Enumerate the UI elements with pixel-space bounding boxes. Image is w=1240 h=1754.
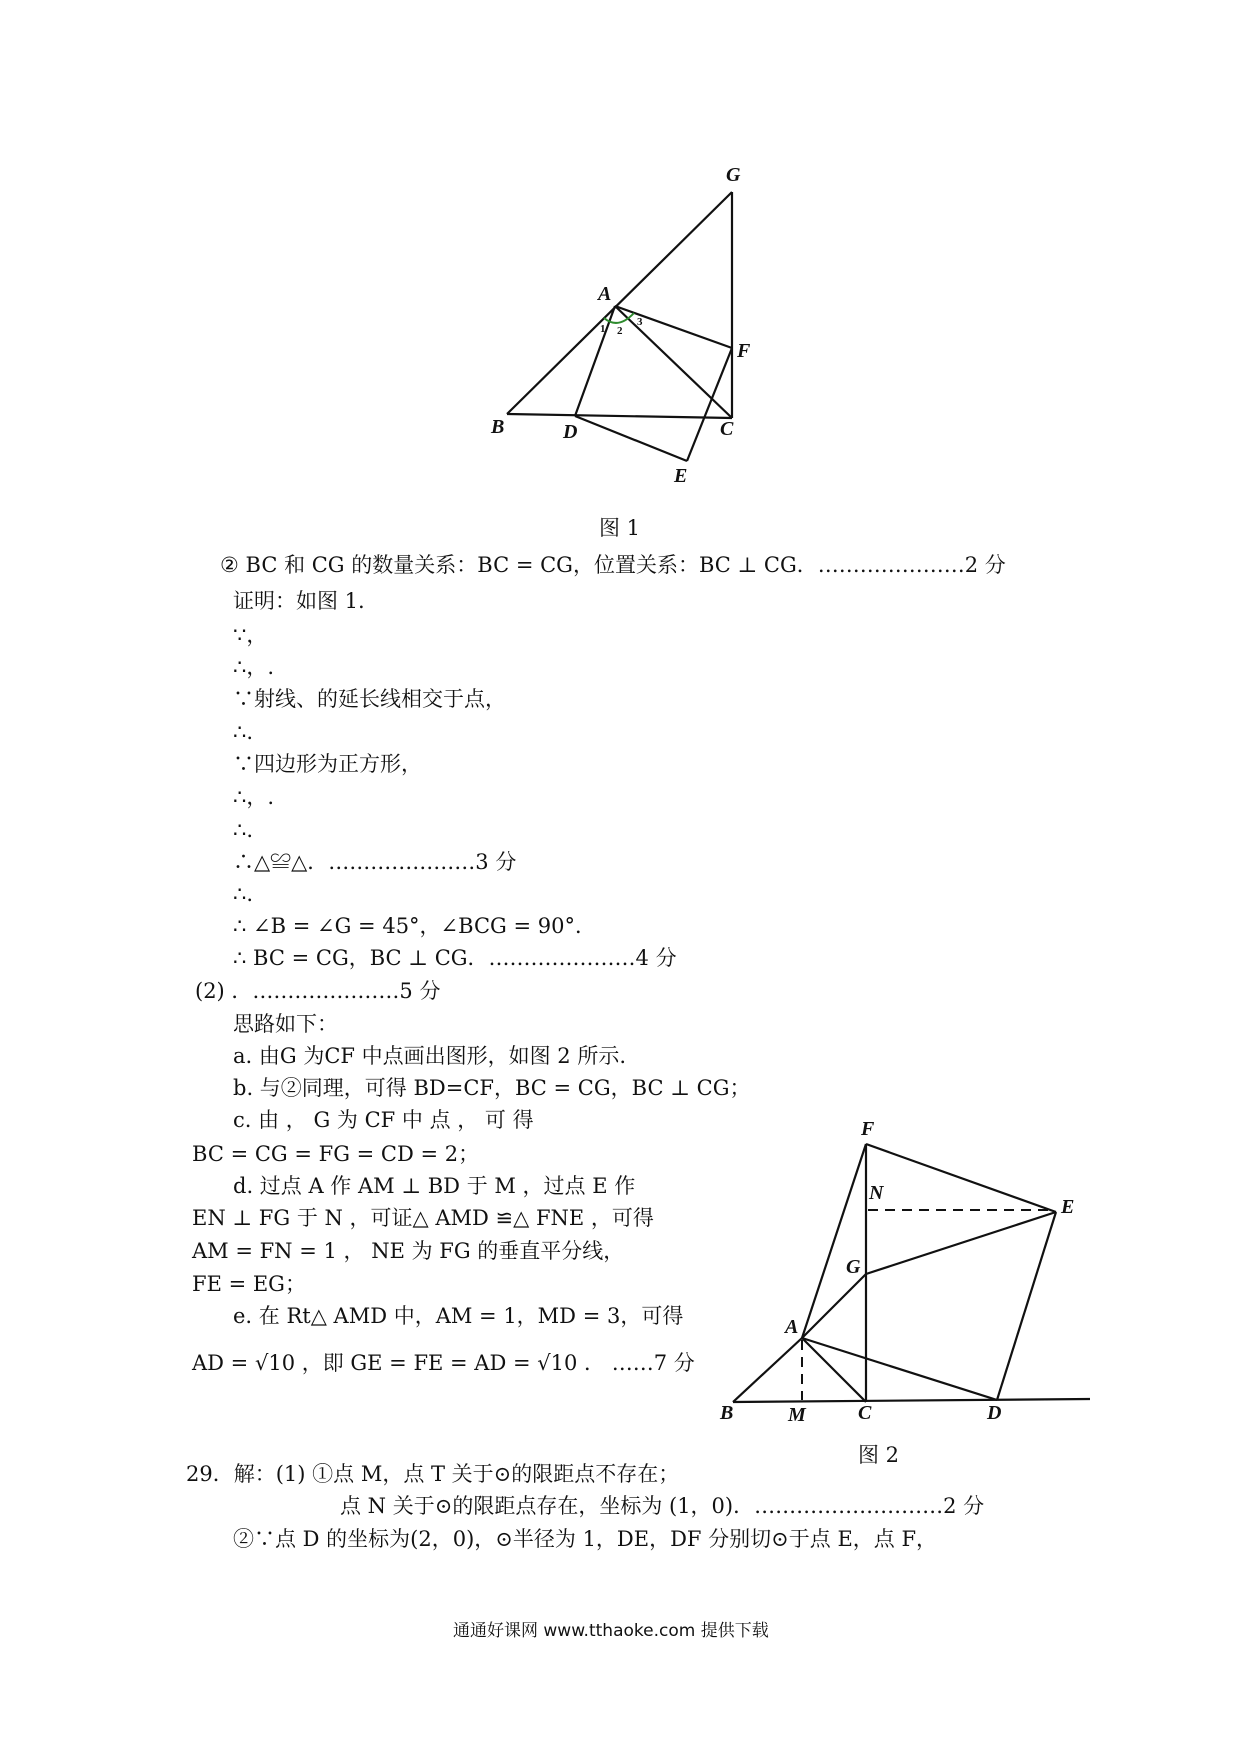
fig1-angle-mark-3: 3	[637, 316, 643, 328]
page-footer: 通通好课网 www.tthaoke.com 提供下载	[453, 1621, 769, 1641]
text-line-1: ② BC 和 CG 的数量关系：BC = CG，位置关系：BC ⊥ CG．…………………2 分	[220, 553, 1006, 577]
text-line-7: ∵四边形为正方形，	[233, 752, 422, 776]
text-line-12: ∴ ∠B = ∠G = 45°，∠BCG = 90°．	[233, 914, 596, 938]
fig2-baseline	[733, 1399, 1090, 1402]
fig1-label-A: A	[598, 283, 612, 305]
fig1-segment-BG	[507, 192, 732, 414]
text-line-5: ∵射线、的延长线相交于点，	[233, 687, 506, 711]
fig2-segment-AD	[802, 1338, 997, 1400]
fig2-label-F: F	[861, 1118, 875, 1140]
text-line-21: EN ⊥ FG 于 N ，可证△ AMD ≌△ FNE ，可得	[192, 1206, 654, 1230]
text-line-11: ∴.	[233, 882, 254, 906]
text-line-10: ∴△≌△．…………………3 分	[233, 850, 517, 874]
text-line-14: (2) ．…………………5 分	[195, 979, 441, 1003]
text-line-16: a. 由G 为CF 中点画出图形，如图 2 所示.	[233, 1044, 627, 1068]
text-line-15: 思路如下：	[233, 1012, 338, 1036]
fig2-caption: 图 2	[858, 1443, 900, 1467]
text-line-17: b. 与②同理，可得 BD=CF，BC = CG，BC ⊥ CG；	[233, 1076, 751, 1100]
text-line-23: FE = EG；	[192, 1272, 306, 1296]
fig2-segment-GE	[866, 1212, 1056, 1274]
fig2-segment-FE	[866, 1144, 1056, 1212]
fig2-label-B: B	[720, 1402, 734, 1424]
fig1-angle-mark-1: 1	[600, 323, 606, 335]
text-line-8: ∴，.	[233, 785, 275, 809]
text-line-4: ∴，.	[233, 655, 275, 679]
text-line-22: AM = FN = 1 ， NE 为 FG 的垂直平分线，	[192, 1239, 625, 1263]
fig2-label-G: G	[846, 1256, 861, 1278]
fig1-angle-mark-2: 2	[617, 325, 623, 337]
text-line-2: 证明：如图 1.	[233, 589, 365, 613]
figure-2	[700, 1110, 1100, 1440]
fig2-label-C: C	[858, 1402, 872, 1424]
fig1-segment-BC	[507, 414, 732, 418]
fig2-segment-AB	[733, 1338, 802, 1402]
text-line-26: 29．解：(1) ①点 M，点 T 关于⊙的限距点不存在；	[186, 1462, 680, 1486]
text-line-20: d. 过点 A 作 AM ⊥ BD 于 M ，过点 E 作	[233, 1174, 636, 1198]
fig2-label-N: N	[869, 1182, 884, 1204]
text-line-13: ∴ BC = CG，BC ⊥ CG．…………………4 分	[233, 946, 677, 970]
text-line-3: ∵，	[233, 623, 268, 647]
fig2-label-A: A	[785, 1316, 799, 1338]
fig1-label-B: B	[491, 416, 505, 438]
text-line-9: ∴.	[233, 818, 254, 842]
text-line-6: ∴.	[233, 720, 254, 744]
fig1-label-F: F	[737, 340, 751, 362]
fig2-segment-ED	[997, 1212, 1056, 1400]
fig1-caption: 图 1	[599, 516, 641, 540]
figure-1	[0, 0, 1240, 520]
fig1-segment-DE	[575, 416, 687, 461]
text-line-19: BC = CG = FG = CD = 2；	[192, 1142, 480, 1166]
fig2-segment-FA	[802, 1144, 866, 1338]
fig1-segment-EF	[687, 348, 732, 461]
text-line-24: e. 在 Rt△ AMD 中，AM = 1，MD = 3，可得	[233, 1304, 684, 1328]
fig1-label-G: G	[726, 164, 741, 186]
fig1-segment-AD	[575, 306, 615, 416]
fig1-segment-AC	[615, 306, 732, 418]
fig1-label-C: C	[720, 418, 734, 440]
fig2-label-D: D	[987, 1402, 1002, 1424]
fig1-label-E: E	[674, 465, 688, 487]
text-line-27: 点 N 关于⊙的限距点存在，坐标为 (1，0)．………………………2 分	[340, 1494, 985, 1518]
text-line-25: AD = √10 ，即 GE = FE = AD = √10 ． ……7 分	[192, 1351, 695, 1375]
fig2-label-M: M	[788, 1404, 806, 1426]
text-line-18: c. 由 ， G 为 CF 中 点 ， 可 得	[233, 1108, 534, 1132]
fig2-label-E: E	[1061, 1196, 1075, 1218]
text-line-28: ②∵点 D 的坐标为(2，0)，⊙半径为 1，DE，DF 分别切⊙于点 E，点 F，	[233, 1527, 938, 1551]
fig1-label-D: D	[563, 421, 578, 443]
fig1-segment-AF	[615, 306, 732, 348]
